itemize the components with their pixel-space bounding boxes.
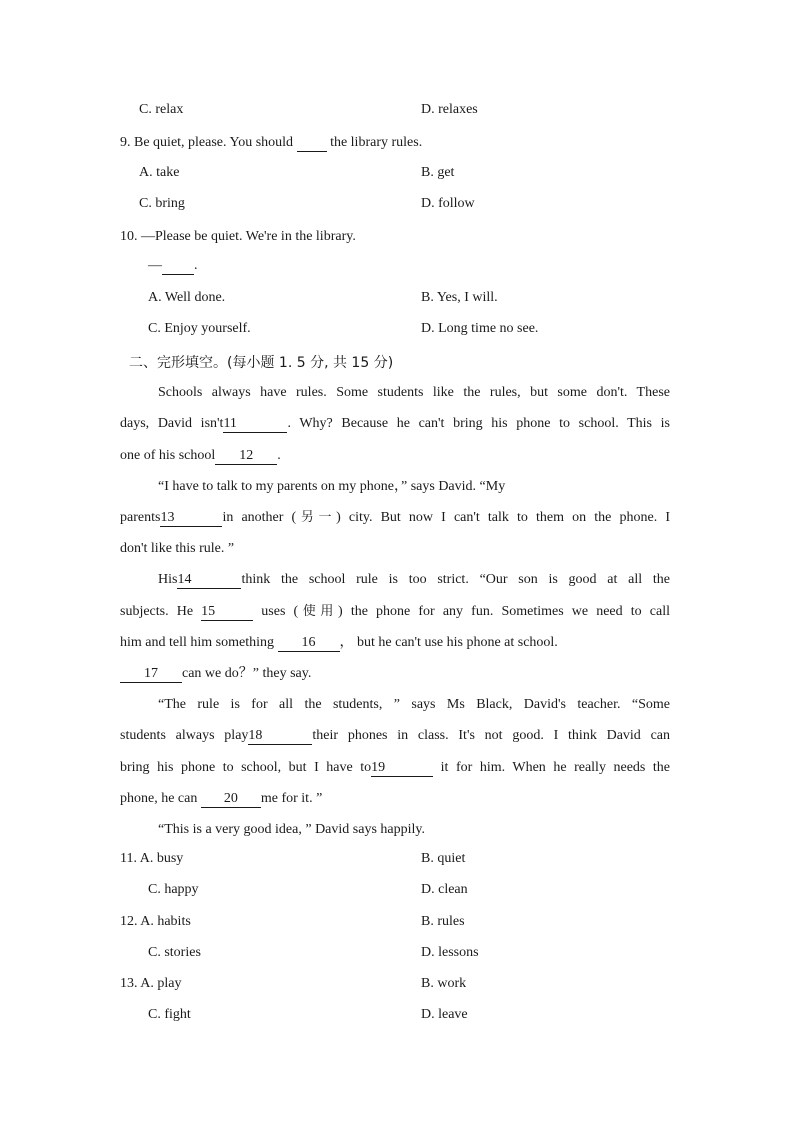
text-segment: ， but he can't use his phone at school. — [339, 635, 558, 650]
q10-option-a: A. Well done. — [148, 290, 226, 305]
passage-p1-line2 — [120, 414, 670, 434]
q9-blank — [297, 135, 327, 152]
blank-12: 12 — [215, 448, 277, 465]
passage-p4-line1: “The rule is for all the students, ” says Ms Black, David's teacher. “Some — [158, 697, 670, 712]
passage-p3-line2 — [120, 602, 670, 622]
text-segment: . Why? Because he can't bring his phone to school. This is — [287, 416, 670, 431]
blank-11: 11 — [223, 416, 287, 433]
q9-stem-start: 9. Be quiet, please. You should — [120, 135, 297, 150]
q13-option-a: 13. A. play — [120, 976, 182, 991]
text-segment: me for it. ” — [260, 791, 323, 806]
q9-option-b: B. get — [421, 165, 455, 180]
text-segment: phone, he can — [120, 791, 201, 806]
passage-p2-line2 — [120, 508, 670, 528]
q9-stem — [120, 133, 670, 153]
q10-option-b: B. Yes, I will. — [421, 290, 498, 305]
passage-p4-line2 — [120, 726, 670, 746]
passage-p3-line4 — [120, 664, 670, 684]
text-segment: can we do？” they say. — [182, 666, 312, 681]
q12-option-b: B. rules — [421, 914, 465, 929]
passage-p3-line1 — [158, 570, 670, 590]
passage-p3-line3 — [120, 633, 670, 653]
section-2-title: 二、完形填空。(每小题 1. 5 分, 共 15 分) — [129, 355, 394, 371]
text-segment: think the school rule is too strict. “Our son is good at all the — [241, 572, 670, 587]
q11-option-c: C. happy — [148, 882, 199, 897]
text-segment: their phones in class. It's not good. I think David can — [312, 728, 670, 743]
text-segment: days, David isn't — [120, 416, 224, 431]
text-segment: ) the phone for any fun. Sometimes we need to call — [338, 604, 670, 619]
q12-option-d: D. lessons — [421, 945, 479, 960]
text-segment: ) city. But now I can't talk to them on the phone. I — [336, 510, 670, 525]
q13-option-c: C. fight — [148, 1007, 191, 1022]
q12-option-c: C. stories — [148, 945, 201, 960]
q9-option-d: D. follow — [421, 196, 475, 211]
q13-option-b: B. work — [421, 976, 467, 991]
q10-option-d: D. Long time no see. — [421, 321, 539, 336]
q10-option-c: C. Enjoy yourself. — [148, 321, 251, 336]
q10-blank — [162, 258, 194, 275]
passage-p4-line3 — [120, 758, 670, 778]
passage-p2-line3: don't like this rule. ” — [120, 541, 235, 556]
text-segment: in another ( — [222, 510, 297, 525]
q10-dot: . — [194, 258, 198, 273]
passage-p1-line1: Schools always have rules. Some students like the rules, but some don't. These — [158, 385, 670, 400]
text-segment: His — [158, 572, 178, 587]
text-segment: bring his phone to school, but I have to — [120, 760, 372, 775]
q8-option-c: C. relax — [139, 102, 184, 117]
text-segment: students always play — [120, 728, 249, 743]
q10-dash: — — [148, 258, 162, 273]
blank-16: 16 — [278, 635, 340, 652]
blank-13: 13 — [160, 510, 222, 527]
passage-p2-line1: “I have to talk to my parents on my phone，” says David. “My — [158, 479, 506, 494]
text-segment: . — [277, 448, 281, 463]
chinese-gloss: 使用 — [298, 604, 339, 619]
blank-15: 15 — [201, 604, 253, 621]
blank-19: 19 — [371, 760, 433, 777]
passage-p5-line1: “This is a very good idea, ” David says happily. — [158, 822, 425, 837]
q11-option-a: 11. A. busy — [120, 851, 184, 866]
blank-18: 18 — [248, 728, 312, 745]
q13-option-d: D. leave — [421, 1007, 468, 1022]
blank-14: 14 — [177, 572, 241, 589]
q8-option-d: D. relaxes — [421, 102, 478, 117]
q9-stem-end: the library rules. — [326, 135, 423, 150]
q11-option-b: B. quiet — [421, 851, 466, 866]
blank-17: 17 — [120, 666, 182, 683]
blank-20: 20 — [201, 791, 261, 808]
q9-option-a: A. take — [139, 165, 180, 180]
text-segment: uses ( — [253, 604, 299, 619]
q9-option-c: C. bring — [139, 196, 185, 211]
q11-option-d: D. clean — [421, 882, 468, 897]
q12-option-a: 12. A. habits — [120, 914, 191, 929]
passage-p4-line4 — [120, 789, 670, 809]
passage-p1-line3 — [120, 446, 670, 466]
text-segment: it for him. When he really needs the — [433, 760, 670, 775]
chinese-gloss: 另一 — [296, 510, 337, 525]
q10-response — [148, 258, 198, 275]
text-segment: parents — [120, 510, 161, 525]
text-segment: one of his school — [120, 448, 216, 463]
q10-stem: 10. —Please be quiet. We're in the library. — [120, 229, 356, 244]
text-segment: him and tell him something — [120, 635, 278, 650]
text-segment: subjects. He — [120, 604, 202, 619]
